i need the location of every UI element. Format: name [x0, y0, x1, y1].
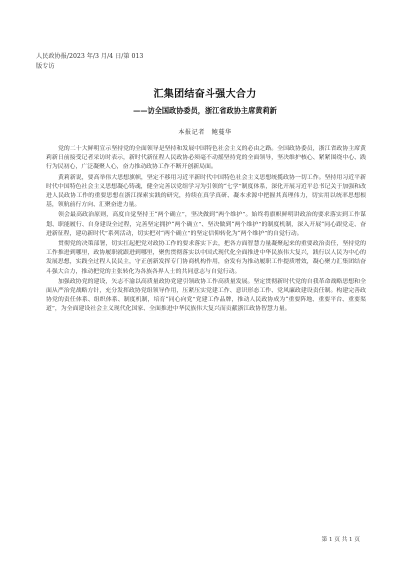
column-line: 版专访	[36, 63, 55, 70]
article-subtitle: ——访全国政协委员，浙江省政协主席黄莉新	[133, 106, 277, 115]
article-paragraph: 加强政协党的建设，矢志不渝以高质量政协党建引领政协工作高质量发展。坚定贯彻新时代党的自我革命战略思想和全面从严治党战略方针，充分发挥政协党组领导作用，压紧压实党建工作、意识形态工作、党风廉政建设责任制。构建完善政协党的责任体系、组织体系、制度机制，培育“同心向党”党建工作品牌，推动人民政协成为“重要阵地、重要平台、重要渠道”，为全面建设社会主义现代化国家、全面推进中华民族伟大复兴而贡献浙江政协智慧力量。	[46, 278, 366, 313]
article-paragraph: 党的二十大鲜明宣示坚持党的全面领导是坚持和发展中国特色社会主义的必由之路。全国政协委员，浙江省政协主席黄莉新日前接受记者采访时表示，新时代新征程人民政协必须毫不动摇坚持党的全面领导，坚决维护核心、紧紧围绕中心、践行为民初心，广泛凝聚人心，奋力推动政协工作不断开创新局面。	[46, 146, 366, 171]
article-paragraph: 贯彻党的决策部署，切实扛起把党对政协工作的要求落实下去，把各方面智慧力量凝聚起来的重要政治责任，坚持党的工作推进到哪里，政协履职就跟进到哪里，聚焦贯彻落实以中国式现代化全面推进中华民族伟大复兴，践行以人民为中心的发展思想，实践全过程人民民主，守正创新发挥专门协商机构作用，奋发有为推动履职工作提质增效，凝心聚力汇集团结奋斗强大合力，推动把党的主张转化为各族各界人士的共同意志与自觉行动。	[46, 241, 366, 275]
article-byline: 本报记者 鲍蔓华	[178, 129, 232, 136]
article-paragraph: 黄莉新说，要高举伟大思想旗帜，坚定不移用习近平新时代中国特色社会主义思想统揽政协一切工作。坚持用习近平新时代中国特色社会主义思想凝心铸魂，健全完善以党组学习为引领的“七学”制度体系，深化开展习近平总书记关于加强和改进人民政协工作的重要思想在浙江探索实践的研究，持续在真学真研、凝本求源中把握其真理伟力，切实用以统率思想根基，领航前行方向、汇聚奋进力量。	[46, 174, 366, 209]
page-number: 第 1 页 共 1 页	[321, 537, 360, 543]
source-meta	[36, 52, 143, 72]
article-paragraph: 领会最高政治原则，高度自觉坚持王“两个确立”，坚决做到“两个维护”。始终将旗帜鲜明讲政治的要求落实到工作谋划、职能履行、自身建设全过程，完善坚定拥护“两个确立”、坚决做到“两个维护”的制度机制，深入开展“同心跟党走、奋进新征程，建功新时代”系列活动，切实把对“两个确立”的坚定信仰转化为“两个维护”的自觉行动。	[46, 212, 366, 237]
source-line: 人民政协报/2023 年/3 月/4 日/第 013	[36, 53, 144, 60]
article-title: 汇集团结奋斗强大合力	[153, 89, 257, 100]
article-body	[46, 145, 366, 316]
